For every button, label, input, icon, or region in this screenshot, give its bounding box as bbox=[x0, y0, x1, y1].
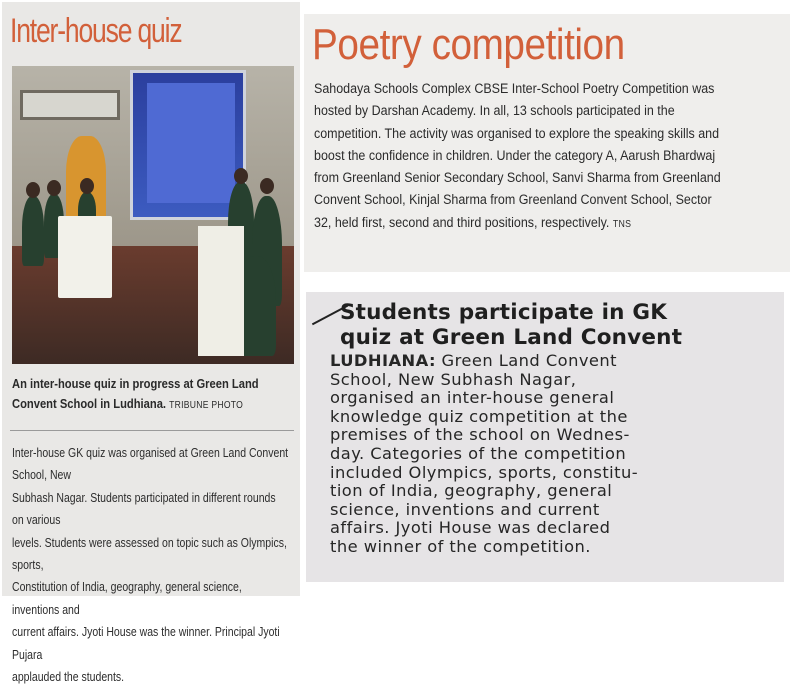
photo-credit: TRIBUNE PHOTO bbox=[169, 400, 244, 411]
poetry-credit: TNS bbox=[612, 218, 632, 230]
gk-dateline: LUDHIANA: bbox=[330, 351, 436, 370]
projector-screen bbox=[130, 70, 246, 220]
gk-body-text: LUDHIANA: Green Land Convent School, New Subhash Nagar, organised an inter-house general knowledge quiz competition at the premises of the school on Wednes- day. Categories of the competition included Olympics, sports, constitu- tion of India, geography, general science, inventions and current affairs. Jyoti House was declared the winner of the competition. bbox=[330, 351, 639, 556]
quiz-table-right bbox=[198, 226, 244, 356]
quiz-photo bbox=[12, 66, 294, 364]
clipping-gk-quiz bbox=[306, 292, 784, 582]
clipping-inter-house-quiz bbox=[2, 2, 300, 685]
photo-caption: An inter-house quiz in progress at Green Land Convent School in Ludhiana. TRIBUNE PHOTO bbox=[12, 376, 259, 411]
poetry-body-text: Sahodaya Schools Complex CBSE Inter-School Poetry Competition was hosted by Darshan Academy. In all, 13 schools participated in the competition. The activity was organised to explore the speaking skills and boost the confidence in children. Under the category A, Aarush Bhardwaj from Greenland Senior Secondary School, Sanvi Sharma from Greenland Convent School, Kinjal Sharma from Greenland Convent School, Sector 32, held first, second and third positions, respectively. TNS bbox=[314, 81, 721, 231]
gk-headline: Students participate in GK quiz at Green Land Convent bbox=[340, 300, 683, 350]
quiz-body-text: Inter-house GK quiz was organised at Green Land Convent School, New Subhash Nagar. Students participated in different rounds on various levels. Students were assessed on topic such as Olympics, sports, Constitution of India, geography, general science, inventions and current affairs. Jyoti House was the winner. Principal Jyoti Pujara applauded the students. bbox=[12, 446, 289, 685]
caption-divider bbox=[10, 430, 294, 431]
quiz-table-left bbox=[58, 216, 112, 298]
poetry-headline: Poetry competition bbox=[312, 20, 625, 69]
quiz-headline: Inter-house quiz bbox=[10, 12, 182, 50]
clipping-poetry-competition bbox=[304, 14, 790, 272]
